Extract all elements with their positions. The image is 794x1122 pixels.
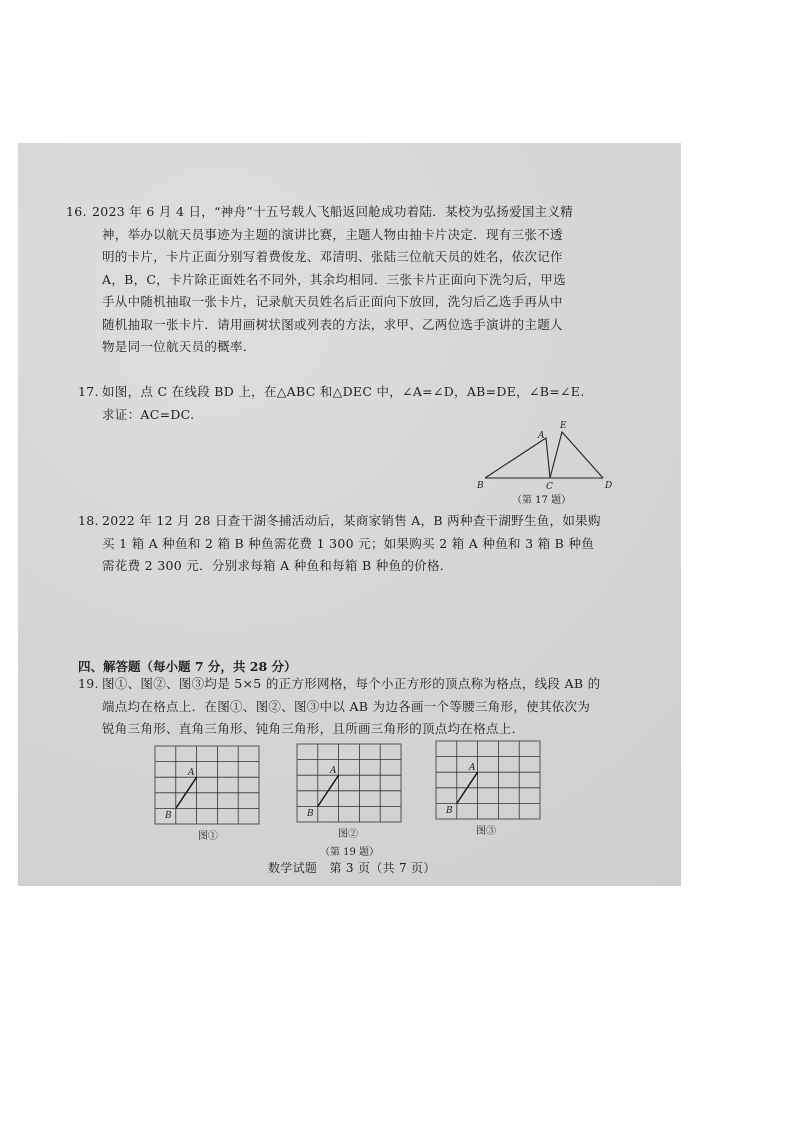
point-label-a: A	[469, 763, 476, 773]
grid-figure-2	[293, 740, 405, 826]
grid-caption: 图③	[476, 826, 496, 837]
page-footer: 数学试题 第 3 页（共 7 页）	[268, 861, 436, 875]
triangle-abc	[485, 438, 550, 478]
grid-figure-1	[151, 742, 263, 828]
point-label-c: C	[546, 482, 553, 492]
question-text-line: 图①、图②、图③均是 5×5 的正方形网格，每个小正方形的顶点称为格点，线段 AB 的	[102, 676, 601, 691]
question-number: 17.	[78, 384, 99, 399]
grid-figure-3	[432, 737, 544, 823]
question-text-line: 需花费 2 300 元．分别求每箱 A 种鱼和每箱 B 种鱼的价格．	[102, 558, 453, 573]
question-text-line: A，B，C，卡片除正面姓名不同外，其余均相同．三张卡片正面向下洗匀后，甲选	[102, 271, 566, 287]
question-number: 19.	[78, 676, 99, 691]
question-text-line: 买 1 箱 A 种鱼和 2 箱 B 种鱼需花费 1 300 元；如果购买 2 箱 A 种鱼和 3 箱 B 种鱼	[102, 535, 595, 551]
question-number: 16.	[66, 204, 87, 219]
point-label-e: E	[560, 421, 567, 431]
point-label-b: B	[165, 811, 172, 821]
figure-caption: （第 19 题）	[320, 847, 380, 858]
question-text-line: 明的卡片，卡片正面分别写着费俊龙、邓清明、张陆三位航天员的姓名，依次记作	[102, 249, 563, 264]
point-label-d: D	[605, 481, 613, 491]
point-label-b: B	[477, 481, 484, 491]
point-label-b: B	[307, 809, 314, 819]
question-text-line: 神，举办以航天员事迹为主题的演讲比赛，主题人物由抽卡片决定．现有三张不透	[102, 226, 563, 242]
triangle-dec	[550, 432, 603, 478]
point-label-a: A	[538, 431, 545, 441]
exam-page	[18, 143, 681, 886]
question-text-line: 手从中随机抽取一张卡片，记录航天员姓名后正面向下放回，洗匀后乙选手再从中	[102, 294, 563, 309]
point-label-b: B	[446, 806, 453, 816]
question-number: 18.	[78, 513, 99, 528]
question-text-line: 物是同一位航天员的概率．	[102, 339, 256, 354]
grid-caption: 图①	[198, 831, 218, 842]
point-label-a: A	[188, 768, 195, 778]
triangle-figure-17	[475, 416, 635, 496]
question-16	[66, 201, 666, 359]
question-text-line: 随机抽取一张卡片．请用画树状图或列表的方法，求甲、乙两位选手演讲的主题人	[102, 316, 563, 332]
question-text-line: 2023 年 6 月 4 日，“神舟”十五号载人飞船返回舱成功着陆．某校为弘扬爱国主义精	[92, 204, 574, 219]
question-text-line: 如图，点 C 在线段 BD 上，在△ABC 和△DEC 中，∠A=∠D，AB=DE，∠B=∠E.	[102, 384, 585, 399]
question-18	[78, 510, 678, 578]
question-text-line: 端点均在格点上．在图①、图②、图③中以 AB 为边各画一个等腰三角形，使其依次为	[102, 698, 591, 714]
grid-caption: 图②	[338, 829, 358, 840]
question-text-line: 2022 年 12 月 28 日查干湖冬捕活动后，某商家销售 A，B 两种查干湖野生鱼，如果购	[102, 513, 601, 528]
figure-caption: （第 17 题）	[512, 495, 572, 506]
question-19	[78, 673, 678, 741]
question-text-line: 求证：AC=DC.	[102, 406, 195, 422]
point-label-a: A	[330, 766, 337, 776]
question-text-line: 锐角三角形、直角三角形、钝角三角形，且所画三角形的顶点均在格点上．	[102, 721, 525, 736]
section-heading: 四、解答题（每小题 7 分，共 28 分）	[78, 659, 297, 674]
